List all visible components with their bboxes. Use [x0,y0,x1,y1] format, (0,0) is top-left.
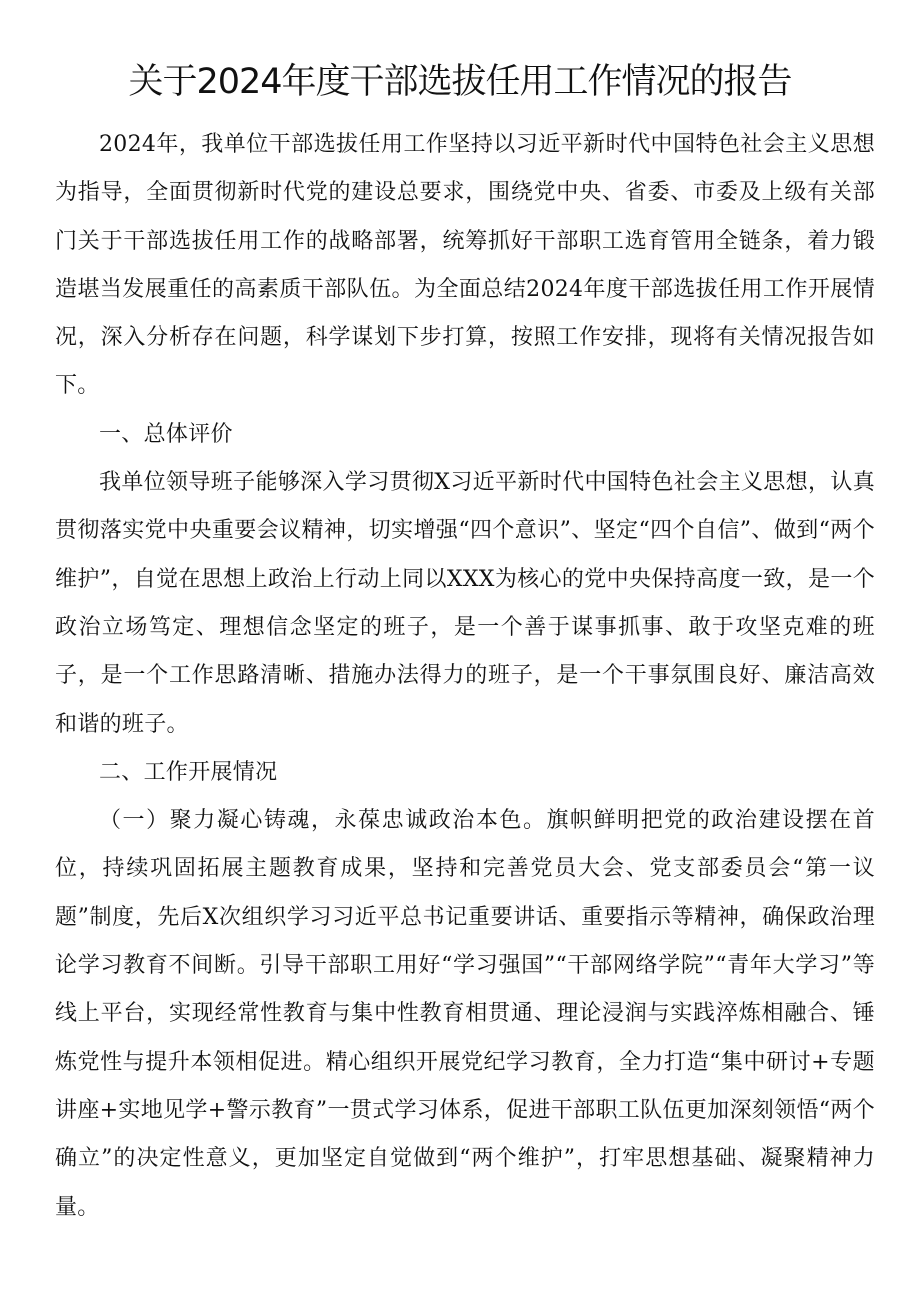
section-1-paragraph: 我单位领导班子能够深入学习贯彻X习近平新时代中国特色社会主义思想，认真贯彻落实党中央重要会议精神，切实增强“四个意识”、坚定“四个自信”、做到“两个维护”，自觉在思想上政治上行动上同以XXX为核心的党中央保持高度一致，是一个政治立场笃定、理想信念坚定的班子，是一个善于谋事抓事、敢于攻坚克难的班子，是一个工作思路清晰、措施办法得力的班子，是一个干事氛围良好、廉洁高效和谐的班子。 [55,470,875,737]
section-2-heading: 二、工作开展情况 [99,759,278,785]
section-1-heading: 一、总体评价 [99,421,233,447]
page-title: 关于2024年度干部选拔任用工作情况的报告 [128,62,792,102]
section-2-item-1-paragraph: （一）聚力凝心铸魂，永葆忠诚政治本色。旗帜鲜明把党的政治建设摆在首位，持续巩固拓展主题教育成果，坚持和完善党员大会、党支部委员会“第一议题”制度，先后X次组织学习习近平总书记重要讲话、重要指示等精神，确保政治理论学习教育不间断。引导干部职工用好“学习强国”“干部网络学院”“青年大学习”等线上平台，实现经常性教育与集中性教育相贯通、理论浸润与实践淬炼相融合、锤炼党性与提升本领相促进。精心组织开展党纪学习教育，全力打造“集中研讨+专题讲座+实地见学+警示教育”一贯式学习体系，促进干部职工队伍更加深刻领悟“两个确立”的决定性意义，更加坚定自觉做到“两个维护”，打牢思想基础、凝聚精神力量。 [55,808,875,1220]
document-body [55,121,875,1232]
intro-paragraph: 2024年，我单位干部选拔任用工作坚持以习近平新时代中国特色社会主义思想为指导，全面贯彻新时代党的建设总要求，围绕党中央、省委、市委及上级有关部门关于干部选拔任用工作的战略部署，统筹抓好干部职工选育管用全链条，着力锻造堪当发展重任的高素质干部队伍。为全面总结2024年度干部选拔任用工作开展情况，深入分析存在问题，科学谋划下步打算，按照工作安排，现将有关情况报告如下。 [55,132,875,399]
